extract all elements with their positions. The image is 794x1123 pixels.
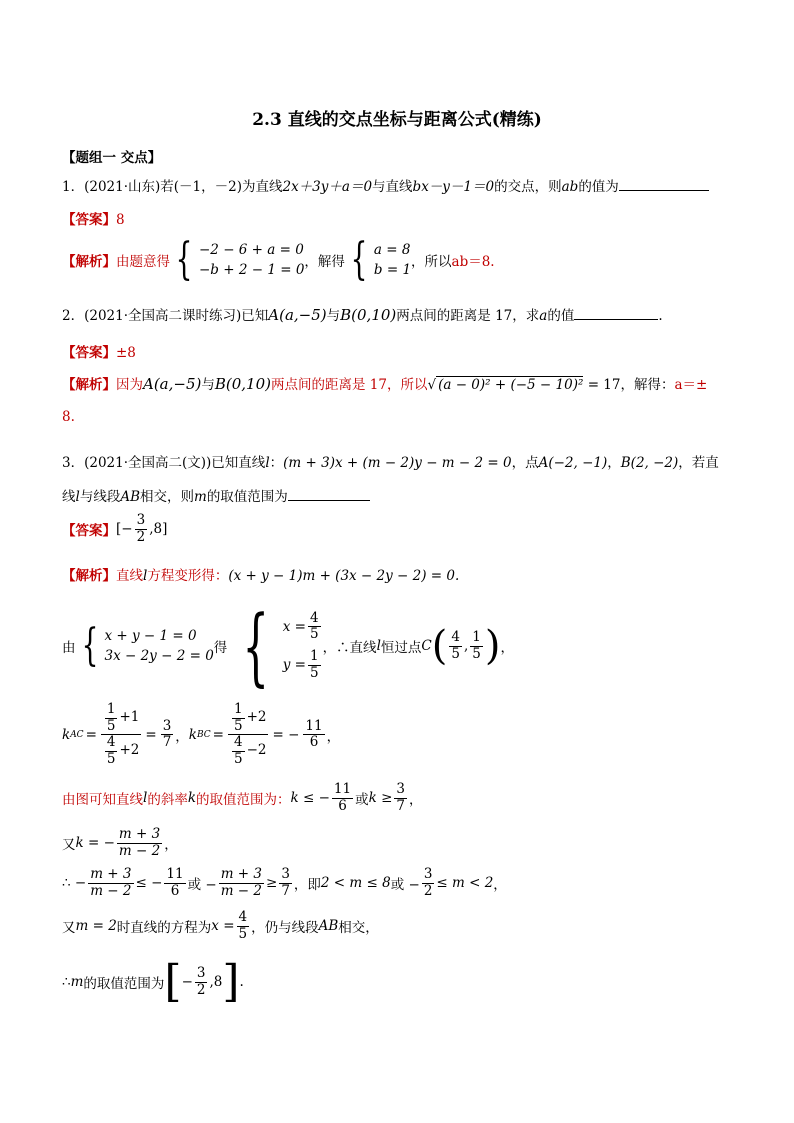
analysis-3-step1: 【解析】直线l方程变形得：(x + y − 1)m + (3x − 2y − 2) = 0. (62, 568, 460, 584)
analysis-2: 【解析】因为A(a,−5)与B(0,10)两点间的距离是 17，所以√ (a − 0)² + (−5 − 10)² = 17，解得：a＝± (62, 375, 708, 393)
answer-blank (288, 488, 370, 501)
answer-blank (619, 178, 709, 191)
analysis-3-range: 由图可知直线 l 的斜率 k 的取值范围为： k ≤ − $\frac{11}{6}$ 或 k ≥ $\frac{3}{7}$ ， (62, 781, 423, 814)
equation-system: { −2 − 6 + a = 0 −b + 2 − 1 = 0 (175, 234, 305, 285)
analysis-2-cont: 8. (62, 409, 75, 425)
page-title: 2.3 直线的交点坐标与距离公式(精练) (252, 110, 542, 130)
answer-3: 【答案】 [− $\frac{3}{2}$ ,8] (62, 512, 168, 545)
analysis-3-m2: 又 m = 2 时直线的方程为 x = $\frac{4}{5}$ ，仍与线段 AB 相交， (62, 909, 379, 942)
answer-1: 【答案】8 (62, 212, 125, 228)
analysis-3-k: 又 k = − $\frac{m + 3}{m - 2}$ ， (62, 826, 178, 859)
question-1: 1．(2021·山东)若(－1，－2)为直线2x＋3y＋a＝0与直线bx－y－1＝0的交点，则ab的值为 (62, 175, 709, 195)
group-heading: 【题组一 交点】 (62, 150, 162, 166)
analysis-3-slopes: k AC = $\frac{1}{5}$ +1 $\frac{4}{5}$ +2 = $\frac{3}{7}$ ， k BC = $\frac{1}{5}$ +2 $\frac{4}{5}$ −2 = − $\frac{11}{6}$ ， (62, 701, 341, 767)
answer-2: 【答案】±8 (62, 345, 136, 361)
analysis-3-ineq: ∴ − $\frac{m + 3}{m - 2}$ ≤ − $\frac{11}{6}$ 或 − $\frac{m + 3}{m - 2}$ ≥ $\frac{3}{7}$ ，即 2 < m ≤ 8 或 − $\frac{3}{2}$ ≤ m < 2 ， (62, 866, 507, 899)
solution-system: { a = 8 b = 1 (350, 234, 412, 285)
analysis-1: 【解析】 由题意得 { −2 − 6 + a = 0 −b + 2 − 1 = 0 ，解得 { a = 8 b = 1 ，所以 ab＝8. (62, 234, 495, 285)
analysis-3-final: ∴ m 的取值范围为 [ − $\frac{3}{2}$ ,8 ] . (62, 956, 244, 1007)
question-3: 3．(2021·全国高二(文))已知直线l：(m + 3)x + (m − 2)y − m − 2 = 0，点A(−2, −1)，B(2, −2)，若直 (62, 455, 719, 471)
analysis-3-step2: 由 { x + y − 1 = 0 3x − 2y − 2 = 0 得 { x = $\frac{4}{5}$ y = $\frac{1}{5}$ ，∴直线 l 恒过点 C ( $\frac{4}{5}$ , $\frac{1}{5}$ ) ， (62, 597, 514, 695)
question-2: 2．(2021·全国高二课时练习)已知A(a,−5)与B(0,10)两点间的距离是 17，求a的值 . (62, 306, 663, 324)
question-3-cont: 线l与线段AB相交，则m的取值范围为 (62, 485, 370, 505)
answer-blank (574, 307, 658, 320)
